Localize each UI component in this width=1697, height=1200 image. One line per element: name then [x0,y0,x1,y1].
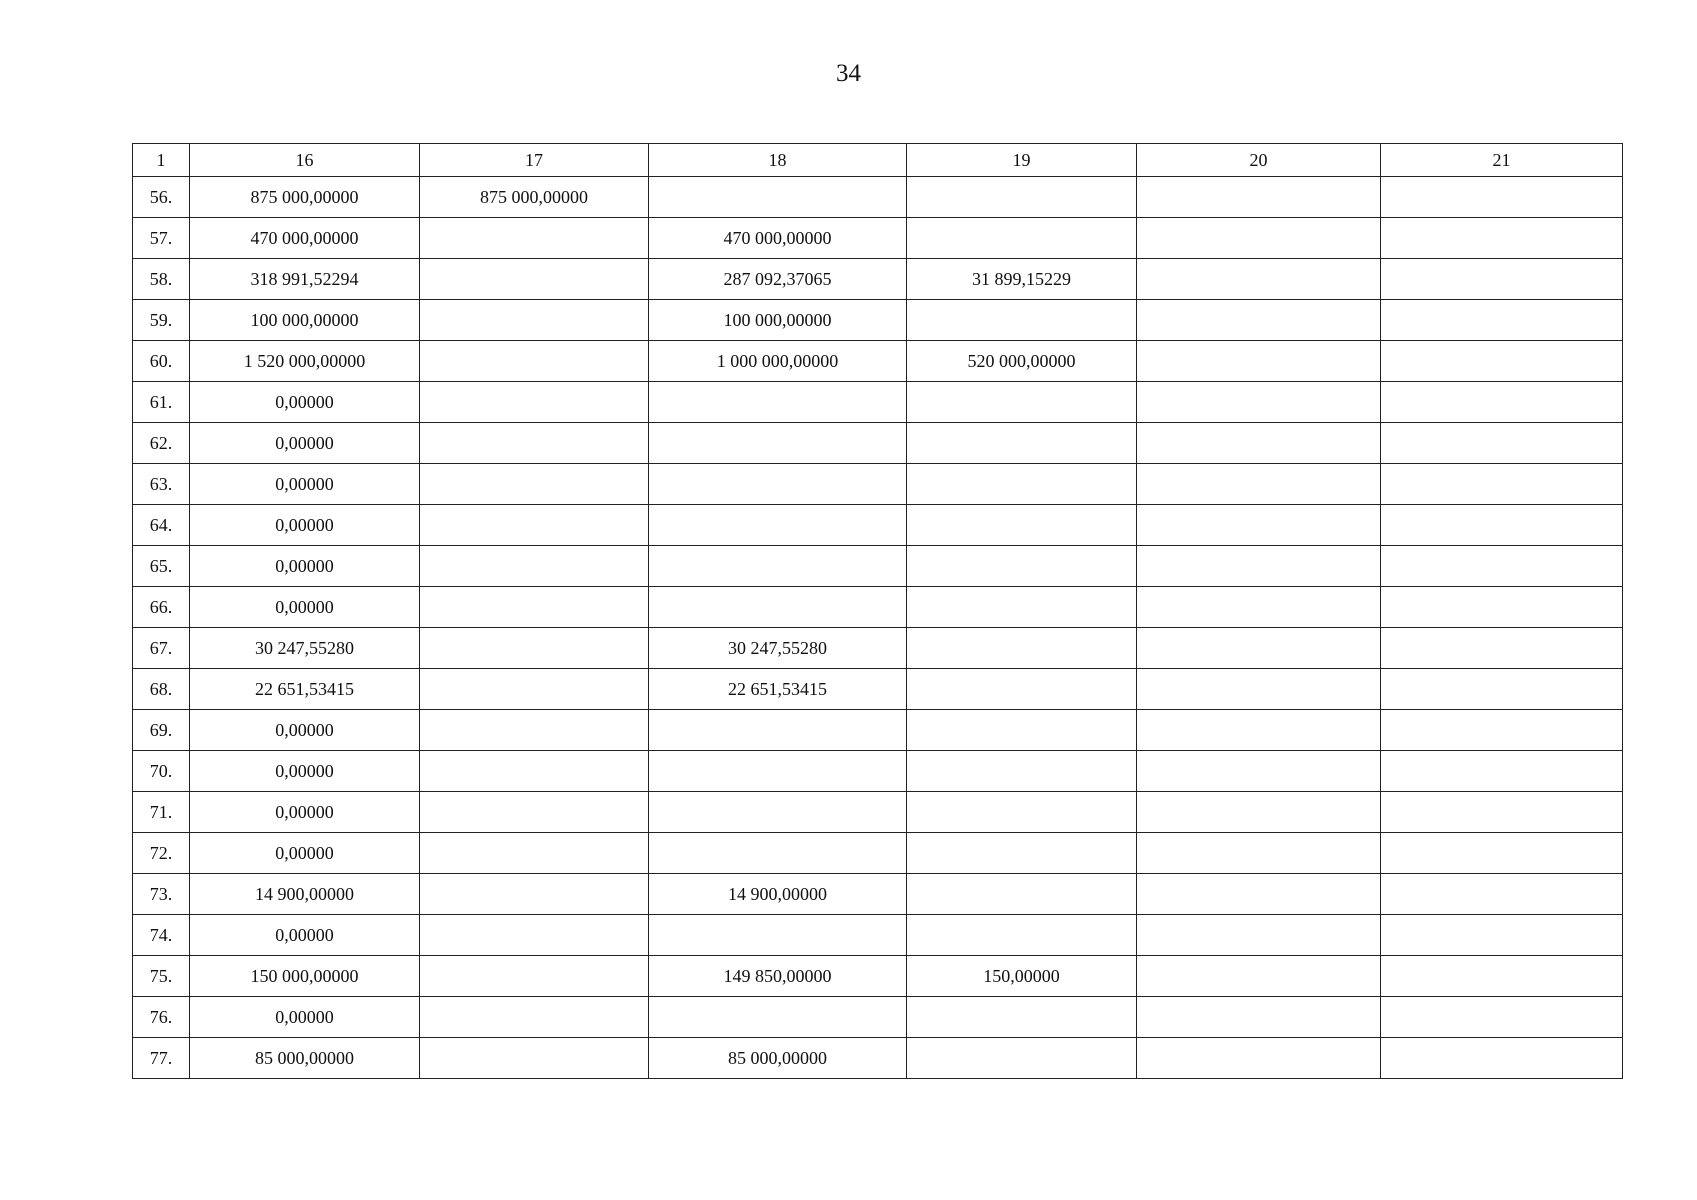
table-row [133,259,1623,300]
header-row [133,144,1623,177]
value-cell [420,915,649,956]
table-row [133,997,1623,1038]
value-cell [1137,1038,1381,1079]
value-cell [1137,710,1381,751]
table-row [133,546,1623,587]
row-number-cell: 67. [133,628,190,669]
value-cell: 0,00000 [190,382,420,423]
row-number-cell: 74. [133,915,190,956]
value-cell [1137,464,1381,505]
row-number-cell: 60. [133,341,190,382]
table-row [133,792,1623,833]
page-number: 34 [836,60,861,87]
value-cell [907,300,1137,341]
value-cell [649,423,907,464]
table-row [133,177,1623,218]
value-cell [907,546,1137,587]
value-cell [907,423,1137,464]
value-cell: 31 899,15229 [907,259,1137,300]
value-cell [1381,218,1623,259]
value-cell [907,177,1137,218]
column-header: 1 [133,144,190,177]
value-cell [907,997,1137,1038]
value-cell [1381,341,1623,382]
value-cell: 875 000,00000 [190,177,420,218]
row-number-cell: 75. [133,956,190,997]
row-number-cell: 64. [133,505,190,546]
value-cell: 22 651,53415 [190,669,420,710]
value-cell: 14 900,00000 [190,874,420,915]
value-cell [420,956,649,997]
value-cell [1137,382,1381,423]
value-cell [1381,1038,1623,1079]
value-cell [420,1038,649,1079]
value-cell: 100 000,00000 [190,300,420,341]
row-number-cell: 66. [133,587,190,628]
row-number-cell: 73. [133,874,190,915]
value-cell [907,751,1137,792]
value-cell [420,464,649,505]
row-number-cell: 56. [133,177,190,218]
value-cell [907,710,1137,751]
row-number-cell: 76. [133,997,190,1038]
value-cell [649,382,907,423]
value-cell: 470 000,00000 [649,218,907,259]
value-cell [1381,915,1623,956]
value-cell: 14 900,00000 [649,874,907,915]
value-cell [649,751,907,792]
table-row [133,874,1623,915]
table-row [133,300,1623,341]
value-cell [1137,341,1381,382]
value-cell: 0,00000 [190,587,420,628]
value-cell [907,874,1137,915]
value-cell [420,341,649,382]
value-cell [1381,505,1623,546]
value-cell [649,505,907,546]
table-row [133,669,1623,710]
table-row [133,628,1623,669]
value-cell [907,669,1137,710]
column-header: 16 [190,144,420,177]
value-cell [420,833,649,874]
value-cell: 0,00000 [190,915,420,956]
row-number-cell: 61. [133,382,190,423]
value-cell: 0,00000 [190,464,420,505]
table-row [133,587,1623,628]
table-row [133,915,1623,956]
value-cell [1381,751,1623,792]
value-cell [420,382,649,423]
value-cell [649,587,907,628]
value-cell [649,546,907,587]
value-cell [420,751,649,792]
value-cell: 0,00000 [190,710,420,751]
row-number-cell: 57. [133,218,190,259]
value-cell [1137,628,1381,669]
value-cell [1381,546,1623,587]
row-number-cell: 62. [133,423,190,464]
row-number-cell: 72. [133,833,190,874]
value-cell: 149 850,00000 [649,956,907,997]
value-cell [420,628,649,669]
value-cell [649,915,907,956]
value-cell [1381,382,1623,423]
value-cell: 150 000,00000 [190,956,420,997]
table-row [133,423,1623,464]
value-cell [649,792,907,833]
value-cell: 0,00000 [190,505,420,546]
value-cell [649,833,907,874]
value-cell [649,464,907,505]
value-cell [1137,587,1381,628]
value-cell [420,710,649,751]
value-cell [1137,505,1381,546]
value-cell [1137,546,1381,587]
row-number-cell: 65. [133,546,190,587]
value-cell [907,833,1137,874]
table-row [133,464,1623,505]
value-cell: 0,00000 [190,997,420,1038]
row-number-cell: 71. [133,792,190,833]
table-body [133,177,1623,1079]
value-cell [420,218,649,259]
value-cell: 318 991,52294 [190,259,420,300]
value-cell [1381,833,1623,874]
table-row [133,505,1623,546]
value-cell: 150,00000 [907,956,1137,997]
value-cell [1137,300,1381,341]
value-cell [420,874,649,915]
value-cell [907,382,1137,423]
value-cell [1381,628,1623,669]
value-cell [1381,956,1623,997]
value-cell [1137,423,1381,464]
value-cell: 875 000,00000 [420,177,649,218]
value-cell: 30 247,55280 [190,628,420,669]
value-cell: 520 000,00000 [907,341,1137,382]
table-row [133,218,1623,259]
value-cell [1381,997,1623,1038]
value-cell: 100 000,00000 [649,300,907,341]
value-cell [1137,669,1381,710]
column-header: 21 [1381,144,1623,177]
value-cell: 30 247,55280 [649,628,907,669]
value-cell [907,464,1137,505]
value-cell [907,628,1137,669]
value-cell [1381,792,1623,833]
row-number-cell: 63. [133,464,190,505]
value-cell [1137,915,1381,956]
row-number-cell: 59. [133,300,190,341]
column-header: 17 [420,144,649,177]
value-cell: 85 000,00000 [190,1038,420,1079]
value-cell: 0,00000 [190,423,420,464]
column-header: 18 [649,144,907,177]
value-cell [420,669,649,710]
value-cell: 1 520 000,00000 [190,341,420,382]
value-cell [907,792,1137,833]
value-cell: 470 000,00000 [190,218,420,259]
value-cell [1137,997,1381,1038]
value-cell [1381,464,1623,505]
value-cell [1137,956,1381,997]
value-cell [907,505,1137,546]
value-cell [907,1038,1137,1079]
row-number-cell: 69. [133,710,190,751]
value-cell: 85 000,00000 [649,1038,907,1079]
value-cell [1381,874,1623,915]
value-cell [420,259,649,300]
value-cell: 0,00000 [190,751,420,792]
value-cell: 0,00000 [190,546,420,587]
table-row [133,341,1623,382]
table-row [133,956,1623,997]
value-cell [1137,833,1381,874]
value-cell [1381,177,1623,218]
table-row [133,710,1623,751]
column-header: 19 [907,144,1137,177]
value-cell [420,587,649,628]
value-cell [649,997,907,1038]
value-cell [1381,587,1623,628]
table-row [133,751,1623,792]
value-cell [420,546,649,587]
value-cell [1137,792,1381,833]
value-cell [1137,177,1381,218]
data-table [132,143,1623,1079]
value-cell: 0,00000 [190,833,420,874]
value-cell [420,792,649,833]
value-cell [1137,259,1381,300]
value-cell [907,587,1137,628]
row-number-cell: 58. [133,259,190,300]
value-cell [1381,259,1623,300]
table-row [133,833,1623,874]
value-cell [1137,218,1381,259]
value-cell [649,177,907,218]
table-header [133,144,1623,177]
value-cell [907,218,1137,259]
row-number-cell: 68. [133,669,190,710]
value-cell [1381,300,1623,341]
value-cell [1381,710,1623,751]
row-number-cell: 77. [133,1038,190,1079]
value-cell [420,300,649,341]
value-cell [1381,669,1623,710]
value-cell [1137,751,1381,792]
column-header: 20 [1137,144,1381,177]
row-number-cell: 70. [133,751,190,792]
value-cell [420,997,649,1038]
value-cell: 1 000 000,00000 [649,341,907,382]
value-cell [1137,874,1381,915]
value-cell [907,915,1137,956]
value-cell: 0,00000 [190,792,420,833]
value-cell: 22 651,53415 [649,669,907,710]
value-cell [420,505,649,546]
value-cell [420,423,649,464]
value-cell [649,710,907,751]
table-row [133,382,1623,423]
value-cell: 287 092,37065 [649,259,907,300]
table-row [133,1038,1623,1079]
value-cell [1381,423,1623,464]
